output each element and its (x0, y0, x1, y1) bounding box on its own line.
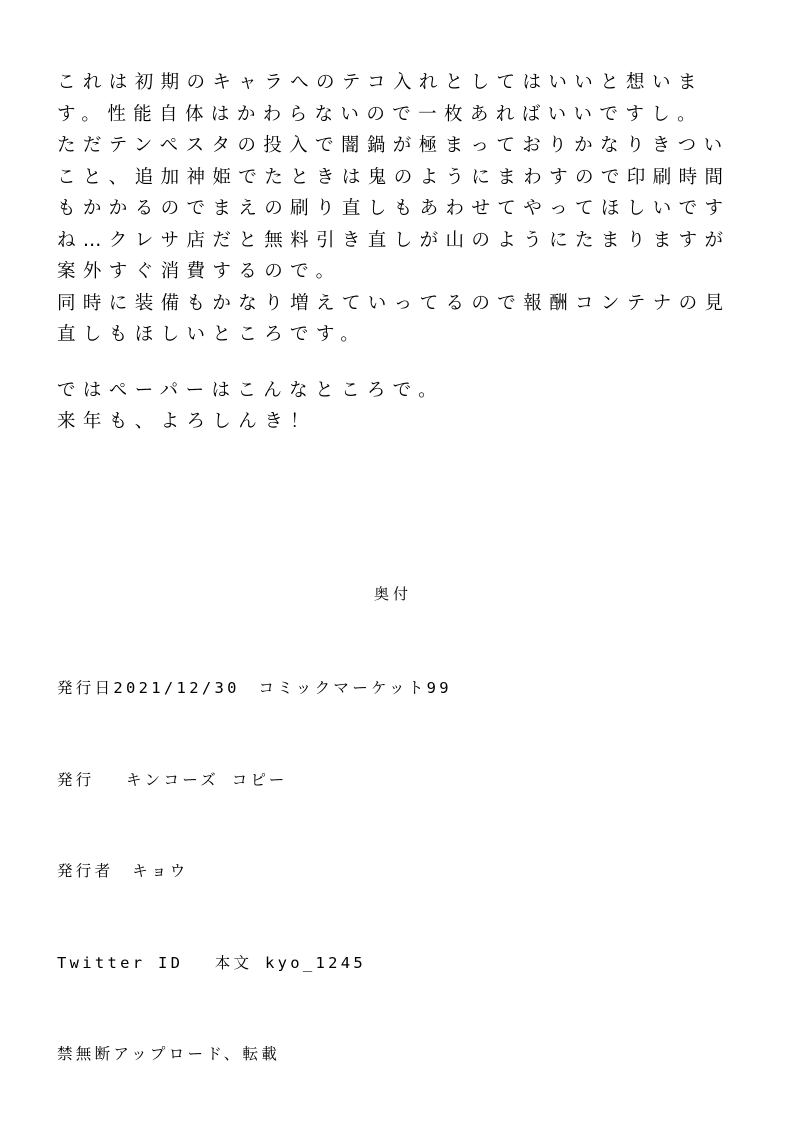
publisher: 発行 キンコーズ コピー (57, 770, 288, 789)
text-line: 同時に装備もかなり増えていってるので報酬コンテナの見 (57, 292, 731, 314)
text-line: す。性能自体はかわらないので一枚あればいいですし。 (57, 103, 704, 125)
text-line: 来年も、よろしんき！ (57, 411, 317, 432)
copyright-notice: 禁無断アップロード、転載 (57, 1045, 281, 1063)
colophon (57, 612, 452, 1131)
text-line: こと、追加神姫でたときは鬼のようにまわすので印刷時間 (57, 166, 731, 188)
paragraph-gap (57, 351, 747, 375)
publication-date: 発行日2021/12/30 コミックマーケット99 (57, 679, 452, 697)
text-line: これは初期のキャラへのテコ入れとしてはいいと想いま (57, 72, 704, 93)
text-line: ただテンペスタの投入で闇鍋が極まっておりかなりきつい (57, 135, 730, 156)
afterword-text (57, 67, 747, 438)
text-line: ではペーパーはこんなところで。 (57, 379, 445, 401)
twitter-id: Twitter ID 本文 kyo_1245 (57, 953, 367, 972)
text-line: 直しもほしいところです。 (57, 324, 367, 345)
text-line: ね…クレサ店だと無料引き直しが山のようにたまりますが (57, 229, 731, 251)
text-line: 案外すぐ消費するので。 (57, 261, 342, 282)
colophon-title: 奥付 (373, 585, 412, 603)
text-line: もかかるのでまえの刷り直しもあわせてやってほしいです (57, 198, 731, 219)
author: 発行者 キョウ (57, 862, 189, 880)
